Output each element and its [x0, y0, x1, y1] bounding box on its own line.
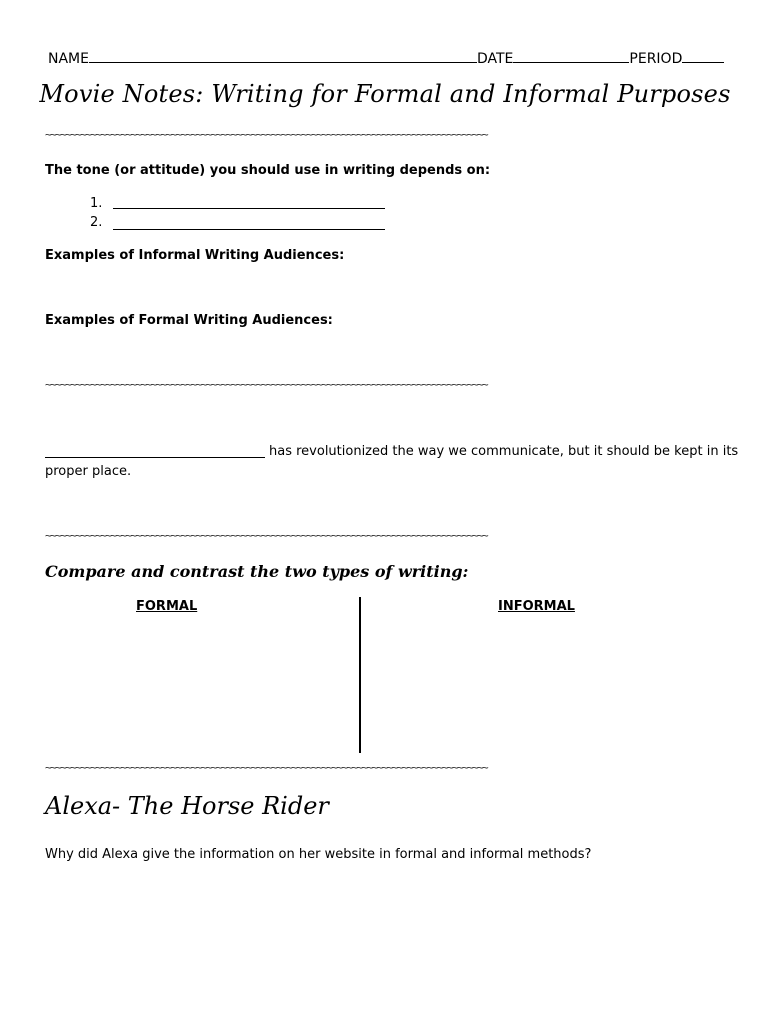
divider: ~~~~~~~~~~~~~~~~~~~~~~~~~~~~~~~~~~~~~~~~~~~~~~~~~~~~~~~~~~~~~~~~~~~~~~~~~~~~~~~~~~~~~~~~ — [45, 378, 487, 391]
tone-item-blank-1[interactable] — [113, 208, 385, 209]
alexa-question: Why did Alexa give the information on her website in formal and informal methods? — [45, 847, 592, 862]
name-label: NAME — [48, 51, 89, 67]
formal-column-heading: FORMAL — [136, 599, 198, 614]
column-divider — [359, 597, 361, 753]
period-blank[interactable] — [682, 48, 724, 63]
alexa-heading: Alexa- The Horse Rider — [45, 792, 329, 820]
revolution-sentence: has revolutionized the way we communicate, but it should be kept in its — [269, 444, 739, 459]
period-label: PERIOD — [629, 51, 683, 67]
name-field — [48, 48, 724, 67]
tone-item-number-1: 1. — [90, 196, 103, 211]
informal-column-heading: INFORMAL — [498, 599, 575, 614]
compare-heading: Compare and contrast the two types of writing: — [45, 562, 469, 581]
page-title: Movie Notes: Writing for Formal and Informal Purposes — [39, 80, 731, 108]
date-blank[interactable] — [513, 48, 629, 63]
divider: ~~~~~~~~~~~~~~~~~~~~~~~~~~~~~~~~~~~~~~~~~~~~~~~~~~~~~~~~~~~~~~~~~~~~~~~~~~~~~~~~~~~~~~~~ — [45, 529, 487, 542]
name-blank[interactable] — [89, 48, 477, 63]
divider: ~~~~~~~~~~~~~~~~~~~~~~~~~~~~~~~~~~~~~~~~~~~~~~~~~~~~~~~~~~~~~~~~~~~~~~~~~~~~~~~~~~~~~~~~ — [45, 761, 487, 774]
tone-item-blank-2[interactable] — [113, 229, 385, 230]
date-label: DATE — [476, 51, 514, 67]
revolution-sentence-cont: proper place. — [45, 464, 132, 479]
revolution-blank[interactable] — [45, 457, 265, 458]
formal-audiences-label: Examples of Formal Writing Audiences: — [45, 313, 333, 328]
informal-audiences-label: Examples of Informal Writing Audiences: — [45, 248, 345, 263]
tone-item-number-2: 2. — [90, 215, 103, 230]
divider: ~~~~~~~~~~~~~~~~~~~~~~~~~~~~~~~~~~~~~~~~~~~~~~~~~~~~~~~~~~~~~~~~~~~~~~~~~~~~~~~~~~~~~~~~ — [45, 128, 487, 141]
tone-question: The tone (or attitude) you should use in writing depends on: — [45, 163, 491, 178]
